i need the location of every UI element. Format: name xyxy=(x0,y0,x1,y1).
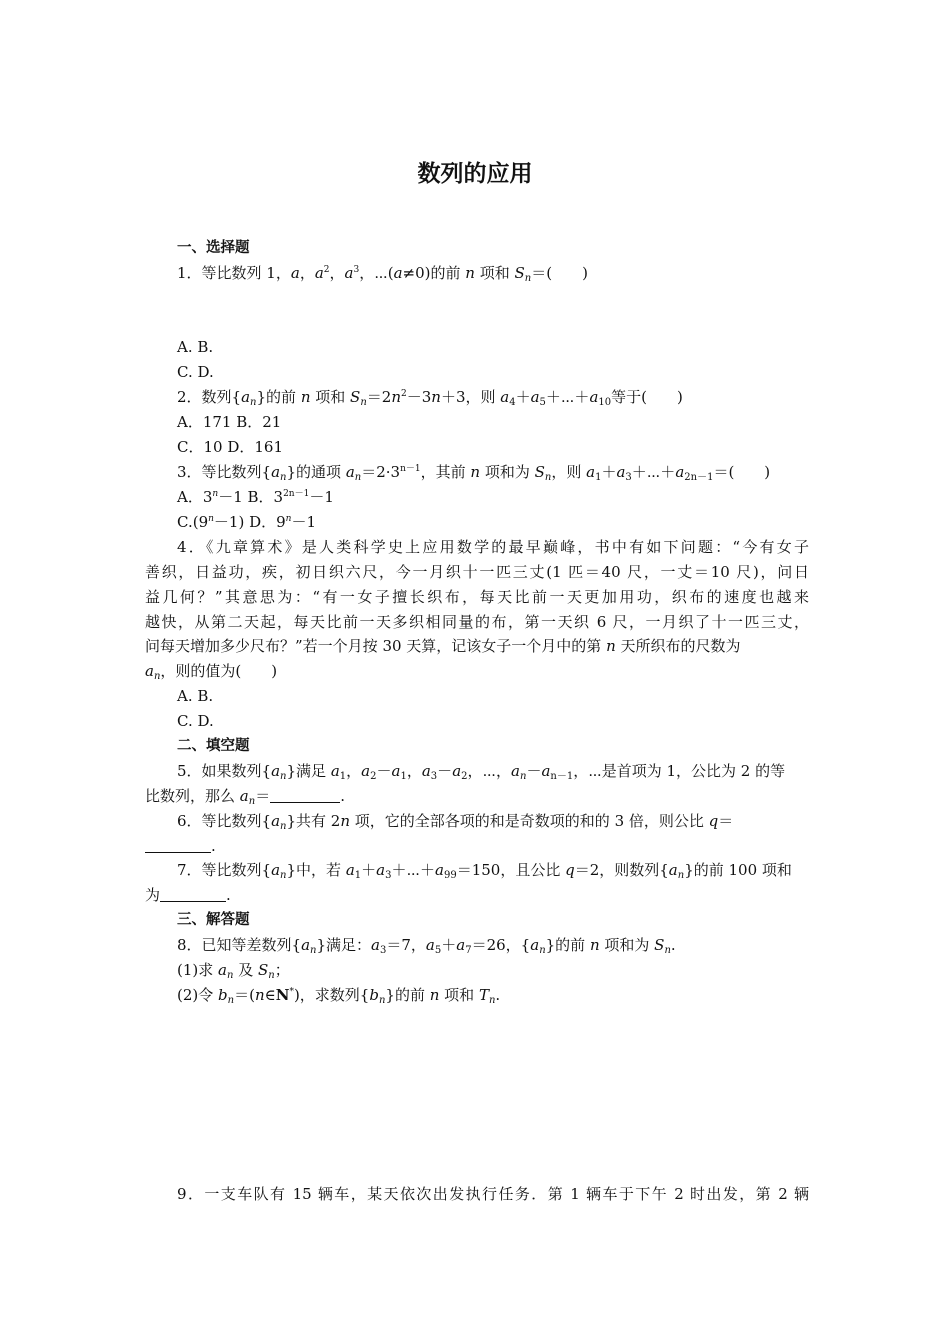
question-4-line-1: 4．《九章算术》是人类科学史上应用数学的最早巅峰，书中有如下问题：“今有女子 xyxy=(177,538,809,556)
question-6-line-2: . xyxy=(145,836,809,856)
question-2-options-cd: C．10 D．161 xyxy=(177,438,283,456)
question-8-part-2: (2)令 $b_n=(n\in N^*)$，求数列$\{b_n\}$的前 n 项和 $T_n$. xyxy=(177,986,501,1006)
question-1: 1．等比数列 1，a，$a^2$，$a^3$，⋯(a≠0)的前 n 项和 $S_n=$( ) xyxy=(177,264,588,284)
question-4-options-cd: C. D. xyxy=(177,712,214,730)
answer-blank[interactable] xyxy=(160,887,226,902)
question-4-line-6: $a_n$，则的值为( ) xyxy=(145,662,278,682)
question-2: 2．数列$\{a_n\}$的前 n 项和 $S_n=2n^2-3n+3$，则 $a_4+a_5+\cdots+a_{10}$等于( ) xyxy=(177,388,683,408)
question-5-line-1: 5．如果数列$\{a_n\}$满足 $a_1$，$a_2-a_1$，$a_3-a_2$，⋯，$a_n-a_{n-1}$，⋯是首项为 1，公比为 2 的等 xyxy=(177,762,786,782)
question-9-line-1: 9．一支车队有 15 辆车，某天依次出发执行任务．第 1 辆车于下午 2 时出发，第 2 辆 xyxy=(177,1185,809,1203)
page-title: 数列的应用 xyxy=(417,161,533,187)
question-3-options-cd: $C.(9^n-1)$ D．$9^n-1$ xyxy=(177,513,316,531)
question-3-options-ab: A．$3^n-1$ B．$3^{2n-1}-1$ xyxy=(177,488,334,506)
question-4-line-2: 善织，日益功，疾，初日织六尺，今一月织十一匹三丈(1 匹＝40 尺，一丈＝10 尺)，问日 xyxy=(145,563,809,581)
question-8: 8．已知等差数列$\{a_n\}$满足：$a_3=7$，$a_5+a_7=26$，$\{a_n\}$的前 n 项和为 $S_n$. xyxy=(177,936,676,956)
question-6-line-1: 6．等比数列$\{a_n\}$共有 2n 项，它的全部各项的和是奇数项的和的 3 倍，则公比 q＝ xyxy=(177,812,734,832)
question-5-line-2: 比数列，那么 $a_n=$ . xyxy=(145,787,345,807)
question-2-options-ab: A．171 B．21 xyxy=(177,413,282,431)
section-heading-fill: 二、填空题 xyxy=(177,738,250,754)
question-1-options-cd: C. D. xyxy=(177,363,214,381)
answer-blank[interactable] xyxy=(270,788,340,803)
question-4-line-3: 益几何？”其意思为：“有一女子擅长织布，每天比前一天更加用功，织布的速度也越来 xyxy=(145,588,809,606)
question-7-line-2: 为 . xyxy=(145,886,231,904)
question-1-options-ab: A. B. xyxy=(177,338,214,356)
question-7-line-1: 7．等比数列$\{a_n\}$中，若 $a_1+a_3+\cdots+a_{99}=150$，且公比 q＝2，则数列$\{a_n\}$的前 100 项和 xyxy=(177,861,792,881)
question-4-options-ab: A. B. xyxy=(177,687,214,705)
question-3: 3．等比数列$\{a_n\}$的通项 $a_n=2\cdot 3^{n-1}$，其前 n 项和为 $S_n$，则 $a_1+a_3+\cdots+a_{2n-1}=$( ) xyxy=(177,463,771,483)
question-4-line-5: 问每天增加多少尺布？”若一个月按 30 天算，记该女子一个月中的第 n 天所织布的尺数为 xyxy=(145,637,741,655)
answer-blank[interactable] xyxy=(145,838,211,853)
section-heading-answer: 三、解答题 xyxy=(177,912,250,928)
section-heading-choice: 一、选择题 xyxy=(177,240,250,256)
question-4-line-4: 越快，从第二天起，每天比前一天多织相同量的布，第一天织 6 尺，一月织了十一匹三丈， xyxy=(145,613,809,631)
question-8-part-1: (1)求 $a_n$ 及 $S_n$； xyxy=(177,961,290,981)
